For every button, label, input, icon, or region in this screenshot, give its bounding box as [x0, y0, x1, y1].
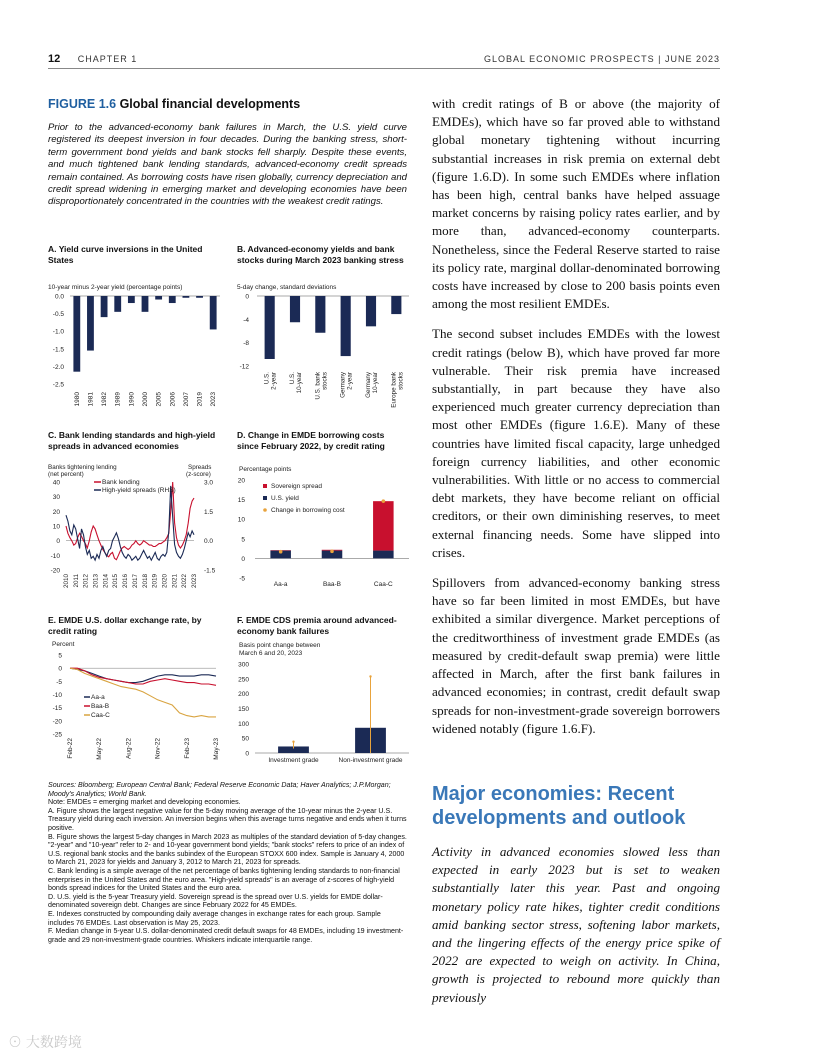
panel-d-ytick: 10 — [237, 516, 245, 524]
watermark-icon: ⊙ — [8, 1034, 22, 1050]
panel-c-xtick: 2011 — [72, 574, 80, 588]
panel-e-ytick: -10 — [52, 692, 62, 699]
panel-d-marker — [382, 499, 386, 503]
panel-e-legend-label: Aa-a — [91, 694, 105, 701]
panel-f-ytick: 300 — [238, 661, 249, 669]
panel-d-bar-spread — [373, 501, 394, 550]
panel-a-bar — [87, 296, 94, 351]
panel-e-ytick: -25 — [52, 731, 62, 739]
panel-f-ytick: 0 — [245, 750, 249, 758]
panel-d-xtick: Baa-B — [322, 581, 342, 588]
panel-a-ytick: -1.0 — [52, 328, 64, 336]
panel-b-bar — [341, 296, 351, 356]
panel-c-xtick: 2016 — [122, 574, 130, 589]
panel-a-bar — [73, 296, 80, 372]
panel-c-title: C. Bank lending standards and high-yield spreads in advanced economies — [48, 430, 216, 451]
panel-a-ytick: -0.5 — [52, 311, 64, 319]
chapter-label: CHAPTER 1 — [77, 54, 138, 64]
panel-b-bar — [391, 296, 401, 314]
panel-e-ytick: 0 — [58, 665, 62, 673]
panel-a-bar — [114, 296, 121, 312]
chart-e — [44, 638, 224, 773]
panel-d-legend-label: Sovereign spread — [271, 483, 322, 490]
body-paragraph-2: The second subset includes EMDEs with the lowest credit ratings (below B), which have proved far more vulnerable. Their risk premia have increased substantially, in part because they have also experienced much greater currency depreciation than most other EMDEs (figure 1.6.E). Many of these countries have limited fiscal capacity, large unhedged foreign currency liabilities, and other economic vulnerabilities. With little or no access to commercial debt markets, they have become reliant on official creditors, or their own diminishing reserves, to meet external financing needs. Some have slipped into crises. — [432, 326, 720, 560]
panel-a-ytick: -2.5 — [52, 381, 64, 389]
panel-c-ytick: 40 — [52, 479, 60, 487]
panel-f-ytick: 250 — [238, 676, 249, 684]
panel-f-ytick: 200 — [238, 691, 249, 699]
notes-sources: Sources: Bloomberg; European Central Bank; Federal Reserve Economic Data; Haver Analytics; J.P.Morgan; Moody's Analytics; World Bank. — [48, 781, 391, 798]
panel-b-ytick: -4 — [243, 316, 249, 324]
figure-title — [48, 97, 300, 111]
panel-e-series-line — [70, 668, 216, 682]
section-heading: Major economies: Recent developments and outlook — [432, 783, 686, 829]
panel-e-ytick: -20 — [52, 718, 62, 726]
panel-b-xtick: U.S.10-year — [289, 372, 303, 394]
panel-a-xtick: 2019 — [196, 392, 204, 407]
panel-c-xtick: 2012 — [82, 574, 90, 589]
publication-title: GLOBAL ECONOMIC PROSPECTS | JUNE 2023 — [483, 54, 720, 64]
panel-c-ytick: 30 — [52, 494, 60, 502]
panel-d-legend-swatch — [263, 484, 267, 488]
panel-a-ytick: -1.5 — [52, 346, 64, 354]
panel-d-marker — [330, 550, 334, 554]
panel-b-bar — [265, 296, 275, 359]
panel-b-bar — [315, 296, 325, 333]
panel-a-xtick: 1980 — [73, 392, 81, 407]
panel-e-ytick: 5 — [58, 652, 62, 660]
panel-b-xtick: Europe bankstocks — [390, 372, 405, 408]
notes-d: D. U.S. yield is the 5-year Treasury yield. Sovereign spread is the spread over U.S. yields for EMDE dollar-denominated sovereign debt. Changes are since February 2022 for 45 EMDEs. — [48, 892, 383, 910]
figure-intro: Prior to the advanced-economy bank failures in March, the U.S. yield curve registered its deepest inversion in four decades. During the banking stress, short-term government bond yields and bank stocks fell sharply. Despite these events, and much tightened bank lending standards, advanced-economy credit spreads remain contained. As borrowing costs have risen globally, currency depreciation and credit spread widening in emerging market and developing economies have been disproportionately concentrated in the countries with the weakest credit ratings. — [48, 122, 407, 208]
panel-d-ytick: 15 — [237, 497, 245, 505]
panel-a-xtick: 1982 — [101, 392, 109, 407]
panel-c-legend-label: High-yield spreads (RHS) — [102, 487, 176, 494]
panel-c-xtick: 2023 — [191, 574, 198, 589]
panel-e-xtick: Feb-22 — [67, 738, 74, 759]
panel-a-ylabel: 10-year minus 2-year yield (percentage points) — [48, 284, 183, 291]
panel-d-legend-swatch — [263, 496, 267, 500]
panel-e-xtick: Aug-22 — [125, 738, 133, 759]
panel-c-y2tick: 3.0 — [204, 479, 214, 487]
panel-c-xtick: 2010 — [63, 574, 70, 589]
body-column — [432, 95, 720, 750]
panel-b-title: B. Advanced-economy yields and bank stocks during March 2023 banking stress — [237, 244, 404, 265]
panel-d-marker — [279, 550, 283, 554]
body-paragraph-1: with credit ratings of B or above (the majority of EMDEs), which have so far proved able to withstand global monetary tightening without incurring substantial increases in risk premia on external debt (figure 1.6.D). In some such EMDEs where inflation has been high, central banks have helped assuage market concerns by raising policy rates earlier, and by more than, advanced-economy counterparts. Nonetheless, since the Federal Reserve started to raise its policy rate, marginal dollar-denominated borrowing costs have increased by close to 200 basis points even among the most resilient EMDEs. — [432, 96, 720, 312]
panel-d-bar-us-yield — [373, 551, 394, 559]
panel-d-legend-swatch — [263, 508, 267, 512]
panel-a-ytick: -2.0 — [52, 363, 64, 371]
panel-d-title: D. Change in EMDE borrowing costs since February 2022, by credit rating — [237, 430, 385, 451]
panel-d-ylabel: Percentage points — [239, 466, 292, 473]
panel-c-xtick: 2015 — [112, 574, 120, 589]
panel-d-ytick: -5 — [239, 575, 245, 583]
panel-d-ytick: 0 — [241, 555, 245, 563]
panel-c-xtick: 2020 — [161, 574, 169, 589]
panel-f-ylabel-2: March 6 and 20, 2023 — [239, 650, 303, 657]
panel-e-title: E. EMDE U.S. dollar exchange rate, by credit rating — [48, 615, 202, 636]
panel-d-legend-label: U.S. yield — [271, 495, 299, 502]
panel-c-ytick: 10 — [52, 523, 60, 531]
panel-e-legend-label: Baa-B — [91, 703, 110, 710]
panel-e-xtick: Feb-23 — [183, 738, 191, 759]
header-rule — [48, 68, 720, 69]
panel-b-ytick: 0 — [245, 293, 249, 301]
panel-c-ytick: -10 — [50, 552, 60, 560]
panel-e-xtick: May-23 — [213, 738, 220, 760]
panel-c-xtick: 2017 — [131, 574, 139, 589]
figure-title-text: Global financial developments — [119, 97, 301, 111]
panel-c-xtick: 2014 — [102, 574, 110, 589]
panel-c-xtick: 2021 — [171, 574, 179, 589]
watermark-logo — [8, 1032, 82, 1052]
figure-label: FIGURE 1.6 — [48, 97, 117, 111]
panel-b-xtick: Germany10-year — [365, 372, 379, 398]
panel-f-ylabel-1: Basis point change between — [239, 642, 321, 649]
panel-c-xtick: 2019 — [151, 574, 159, 589]
panel-c-legend-label: Bank lending — [102, 479, 140, 486]
panel-c-xtick: 2013 — [92, 574, 100, 589]
panel-b-bar — [290, 296, 300, 322]
figure-notes — [48, 781, 407, 944]
panel-a-xtick: 2000 — [142, 392, 149, 407]
panel-d-legend-label: Change in borrowing cost — [271, 507, 345, 514]
notes-b: B. Figure shows the largest 5-day changes in March 2023 as multiples of the standard deviation of 5-day changes. "2-year" and "10-year" refer to 2- and 10-year government bond yields; "bank stocks" refers to price of an index of U.S. regional bank stocks and the banks subindex of the European STOXX 600 index. Sample is January 4, 2000 to March 21, 2023 for yields and January 3, 2012 to March 21, 2023 for spreads. — [48, 832, 407, 867]
panel-f-whisker-cap — [369, 675, 371, 677]
panel-a-xtick: 1981 — [87, 392, 95, 407]
panel-b-ytick: -12 — [239, 363, 249, 371]
panel-a-xtick: 2005 — [155, 392, 163, 407]
panel-a-bar — [142, 296, 149, 312]
panel-c-ylabel-2: (net percent) — [48, 471, 84, 478]
panel-a-xtick: 2023 — [210, 392, 218, 407]
panel-c-y2tick: 0.0 — [204, 538, 214, 546]
panel-a-xtick: 1990 — [128, 392, 136, 407]
notes-a: A. Figure shows the largest negative value for the 5-day moving average of the 10-year minus the 2-year U.S. Treasury yield during each inversion. An inversion begins when this average turns negative and ends when it turns positive. — [48, 806, 407, 832]
chart-c — [44, 462, 224, 597]
panel-a-xtick: 2006 — [169, 392, 177, 407]
panel-f-title: F. EMDE CDS premia around advanced-economy bank failures — [237, 615, 397, 636]
chart-d — [233, 462, 413, 597]
panel-c-ytick: 20 — [52, 508, 60, 516]
panel-c-ytick: 0 — [56, 538, 60, 546]
panel-c-ylabel-1: Banks tightening lending — [48, 464, 117, 471]
panel-c-xtick: 2018 — [141, 574, 149, 589]
chart-a — [44, 280, 224, 415]
panel-a-bar — [183, 296, 190, 298]
panel-f-xtick: Non-investment grade — [338, 757, 403, 764]
panel-b-ylabel: 5-day change, standard deviations — [237, 284, 337, 291]
panel-a-bar — [101, 296, 108, 317]
panel-c-y2tick: 1.5 — [204, 508, 214, 516]
section-intro-italic: Activity in advanced economies slowed less than expected in early 2023 but is set to weaken substantially later this year. Past and ongoing monetary policy rate hikes, tighter credit conditions amid banking sector stress, softening labor markets, and the lingering effects of the energy price spike of 2022 are expected to weigh on activity. In China, growth is projected to rebound more quickly than previously — [432, 844, 720, 1005]
panel-b-xtick: Germany2-year — [339, 372, 354, 398]
chart-f — [233, 638, 413, 773]
panel-a-bar — [128, 296, 135, 303]
panel-e-ytick: -15 — [52, 705, 62, 713]
panel-e-series-line — [70, 668, 216, 685]
panel-c-ytick: -20 — [50, 567, 60, 575]
panel-d-ytick: 5 — [241, 536, 245, 544]
panel-c-y2label-1: Spreads — [188, 464, 212, 471]
panel-d-xtick: Caa-C — [373, 581, 393, 588]
watermark-text: 大数跨境 — [25, 1034, 82, 1050]
panel-c-y2label-2: (z-score) — [186, 471, 211, 478]
panel-e-xtick: Nov-22 — [154, 738, 162, 759]
panel-f-xtick: Investment grade — [268, 757, 319, 764]
notes-note: Note: EMDEs = emerging market and developing economies. — [48, 798, 241, 807]
chart-b — [233, 280, 413, 415]
panel-b-xtick: U.S.2-year — [263, 372, 278, 390]
panel-f-ytick: 150 — [238, 706, 249, 713]
panel-e-ylabel: Percent — [52, 641, 75, 648]
panel-b-ytick: -8 — [243, 340, 249, 348]
panel-e-legend-label: Caa-C — [91, 712, 110, 719]
panel-d-ytick: 20 — [237, 477, 245, 485]
running-header-left — [48, 53, 137, 65]
notes-e: E. Indexes constructed by compounding daily average changes in exchange rates for each group. Sample includes 76 EMDEs. Last observation is May 25, 2023. — [48, 909, 381, 927]
panel-a-xtick: 1989 — [114, 392, 122, 407]
panel-f-ytick: 50 — [241, 735, 249, 743]
panel-a-title: A. Yield curve inversions in the United States — [48, 244, 203, 265]
panel-e-xtick: May-22 — [96, 738, 104, 760]
panel-b-bar — [366, 296, 376, 326]
panel-a-bar — [196, 296, 203, 298]
panel-a-bar — [155, 296, 162, 300]
panel-e-ytick: -5 — [56, 678, 62, 686]
panel-b-xtick: U.S. bankstocks — [314, 372, 329, 400]
panel-a-xtick: 2007 — [182, 392, 190, 407]
page-number: 12 — [48, 53, 61, 65]
panel-f-ytick: 100 — [238, 720, 249, 728]
panel-c-xtick: 2022 — [181, 574, 189, 589]
panel-a-bar — [210, 296, 217, 329]
notes-c: C. Bank lending is a simple average of the net percentage of banks tightening lending standards to non-financial enterprises in the United States and the euro area. "High-yield spreads" is an average of z-scores of high-yield bonds spread indices for the United States and the euro area. — [48, 866, 400, 893]
panel-d-xtick: Aa-a — [273, 581, 288, 588]
notes-f: F. Median change in 5-year U.S. dollar-denominated credit default swaps for 48 EMDEs, including 19 investment-grade and 29 non-investment-grade countries. Whiskers indicate interquartile range. — [48, 927, 404, 944]
panel-a-ytick: 0.0 — [54, 293, 64, 301]
body-paragraph-3: Spillovers from advanced-economy banking stress have so far been limited in most EMDEs, but have exhibited a similar divergence. Market perceptions of the creditworthiness of investment grade EMDEs (as measured by credit-default swap premia) were little affected in March, after the first bank failures in advanced economies; in contrast, credit default swap spreads for non-investment-grade sovereign borrowers widened notably (figure 1.6.F). — [432, 575, 720, 736]
panel-c-y2tick: -1.5 — [204, 567, 216, 575]
panel-f-whisker-cap — [292, 741, 294, 743]
panel-a-bar — [169, 296, 176, 303]
